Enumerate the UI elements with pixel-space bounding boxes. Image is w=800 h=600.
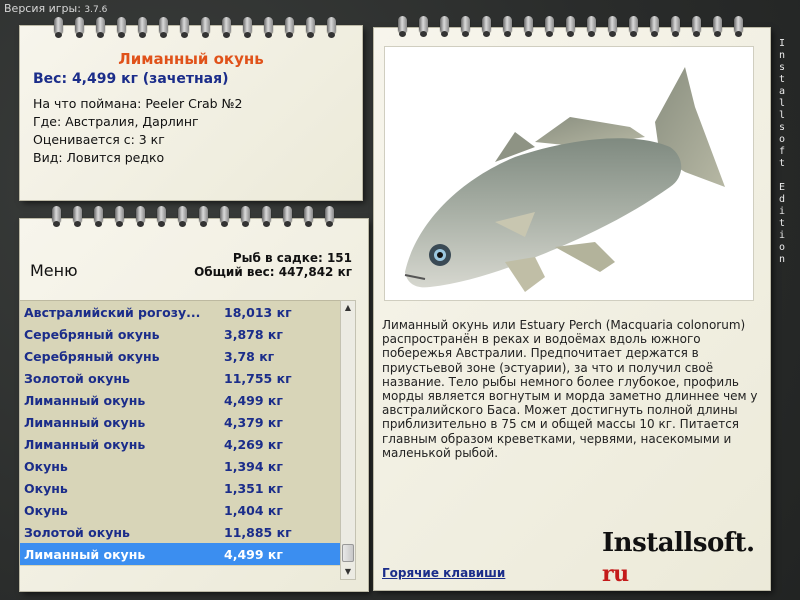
menu-card [20,219,368,591]
fish-name: Золотой окунь [24,370,130,386]
menu-title[interactable]: Меню [30,261,78,280]
version-number: 3.7.6 [84,5,108,15]
fish-list-row[interactable] [20,455,340,477]
edition-char [776,170,788,182]
edition-char: a [778,86,786,97]
list-scrollbar[interactable] [340,300,356,580]
catch-location: Где: Австралия, Дарлинг [33,114,199,129]
fish-name: Лиманный окунь [24,436,146,452]
edition-char: t [778,158,786,169]
installsoft-logo [602,528,770,588]
catch-rarity: Вид: Ловится редко [33,150,165,165]
catch-details [33,95,243,167]
fish-name: Лиманный окунь [24,392,146,408]
fish-list-row[interactable] [20,389,340,411]
spiral-binding [52,17,346,39]
fish-name: Лиманный окунь [24,546,146,562]
fish-weight-cell: 1,404 кг [224,502,283,518]
edition-char: l [778,98,786,109]
catch-min-weight: Оценивается с: 3 кг [33,132,165,147]
spiral-binding [50,206,344,228]
edition-char: I [778,38,786,49]
fish-image [385,47,755,302]
fish-list-row[interactable] [20,477,340,499]
fish-name: Австралийский рогозу... [24,304,201,320]
fish-description: Лиманный окунь или Estuary Perch (Macquaria colonorum) распространён в реках и водоёмах вдоль южного побережья Австралии. Предпочитает держатся в приустьевой зоне (эстуарии), за что и получил своё название. Тело рыбы немного более глубокое, профиль морды является вогнутым и морда заметно длиннее чем у австралийского Баса. Может достигнуть полной длины приблизительно в 75 см и общей массы 10 кг. Питается главным образом креветками, червями, насекомыми и маленькой рыбой. [382,318,758,460]
fish-list-row[interactable] [20,521,340,543]
fish-weight-cell: 11,755 кг [224,370,292,386]
edition-char: o [778,134,786,145]
fish-list-row[interactable] [20,367,340,389]
edition-char: d [778,194,786,205]
fish-name: Окунь [24,502,68,518]
fish-list-row[interactable] [20,345,340,367]
fish-weight-cell: 4,499 кг [224,546,283,562]
edition-char: t [778,218,786,229]
edition-char: n [778,254,786,265]
fish-weight-cell: 4,499 кг [224,392,283,408]
fish-name: Серебряный окунь [24,326,160,342]
logo-main: Installsoft. [602,528,755,558]
spiral-binding [396,16,753,38]
fish-list-row[interactable] [20,411,340,433]
edition-char: f [778,146,786,157]
fish-name: Лиманный окунь [24,414,146,430]
fish-name: Серебряный окунь [24,348,160,364]
edition-char: i [778,230,786,241]
cage-count: Рыб в садке: 151 [232,251,352,265]
fish-name: Окунь [24,458,68,474]
fish-weight-cell: 4,379 кг [224,414,283,430]
fish-weight-cell: 18,013 кг [224,304,292,320]
game-version [4,2,107,15]
edition-char: l [778,110,786,121]
fish-weight-cell: 3,78 кг [224,348,275,364]
edition-char: o [778,242,786,253]
edition-char: t [778,74,786,85]
edition-char: n [778,50,786,61]
fish-weight-cell: 4,269 кг [224,436,283,452]
edition-char: i [778,206,786,217]
fish-title: Лиманный окунь [118,50,264,68]
fish-list-row[interactable] [20,543,340,565]
cage-weight: Общий вес: 447,842 кг [194,265,352,279]
fish-weight-cell: 3,878 кг [224,326,283,342]
description-card [374,28,770,590]
edition-char: s [778,62,786,73]
edition-char: E [778,182,786,193]
fish-list-row[interactable] [20,499,340,521]
fish-photo [384,46,754,301]
fish-list[interactable] [20,300,340,566]
fish-weight-cell: 11,885 кг [224,524,292,540]
fish-list-row[interactable] [20,433,340,455]
triangle-down-icon[interactable]: ▼ [344,567,352,576]
scroll-thumb[interactable] [342,544,354,562]
version-label: Версия игры: [4,2,81,15]
fish-list-row[interactable] [20,301,340,323]
catch-bait: На что поймана: Peeler Crab №2 [33,96,243,111]
catch-info-card [20,26,362,200]
fish-weight: Вес: 4,499 кг (зачетная) [33,71,229,87]
edition-watermark [776,38,788,266]
fish-name: Золотой окунь [24,524,130,540]
fish-weight-cell: 1,394 кг [224,458,283,474]
hotkeys-link[interactable]: Горячие клавиши [382,566,506,580]
logo-tld: ru [602,561,629,587]
fish-name: Окунь [24,480,68,496]
edition-char: s [778,122,786,133]
fish-weight-cell: 1,351 кг [224,480,283,496]
fish-list-row[interactable] [20,323,340,345]
cage-summary [194,251,352,279]
triangle-up-icon[interactable]: ▲ [344,303,352,312]
